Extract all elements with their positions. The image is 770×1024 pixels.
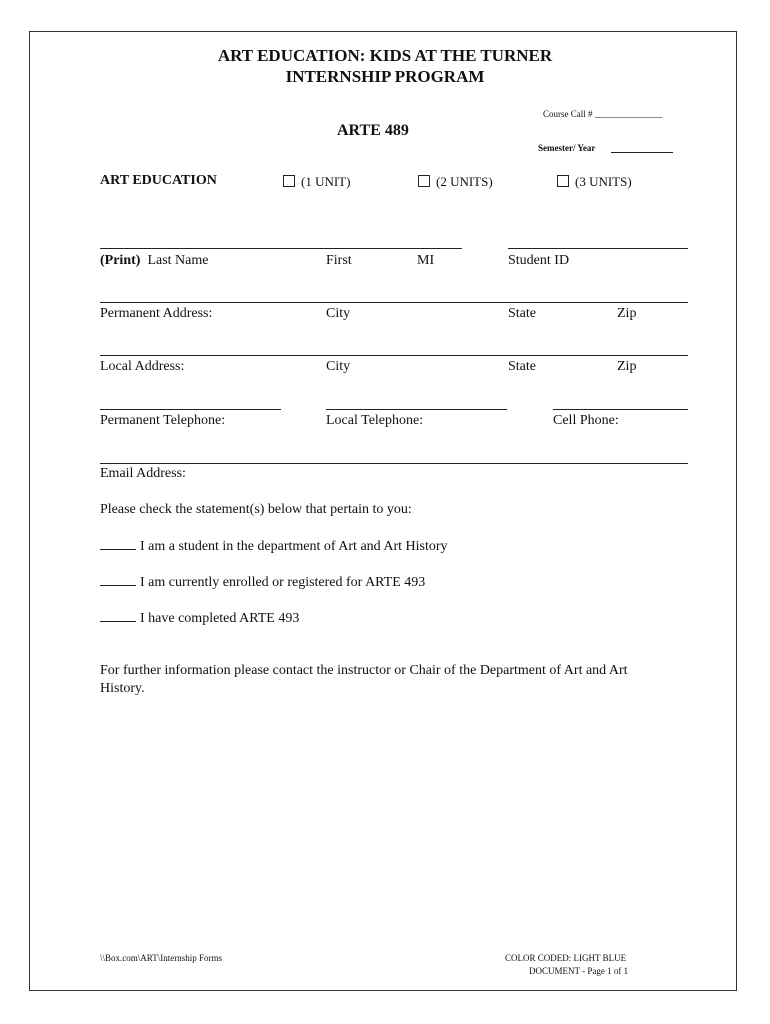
course-call-label: Course Call # _______________	[543, 109, 663, 119]
permanent-telephone-label: Permanent Telephone:	[100, 413, 226, 428]
last-name-label	[100, 253, 208, 269]
print-label: (Print)	[100, 253, 141, 268]
form-title-line2: INTERNSHIP PROGRAM	[285, 67, 485, 86]
unit-option-3-label: (3 UNITS)	[575, 174, 632, 189]
email-line[interactable]	[100, 463, 688, 464]
permanent-city-label: City	[326, 306, 351, 321]
student-id-line[interactable]	[508, 248, 688, 249]
statement-item	[100, 574, 425, 591]
cell-phone-label: Cell Phone:	[553, 413, 619, 428]
footer-page-number: DOCUMENT - Page 1 of 1	[529, 966, 629, 976]
checkbox-1-unit[interactable]	[283, 175, 295, 187]
unit-option-1[interactable]	[283, 174, 350, 190]
last-name-text: Last Name	[147, 253, 209, 268]
statement-text-3: I have completed ARTE 493	[140, 611, 300, 626]
local-telephone-line[interactable]	[326, 409, 507, 410]
art-education-label: ART EDUCATION	[100, 173, 217, 188]
local-address-label: Local Address:	[100, 359, 185, 374]
permanent-address-label: Permanent Address:	[100, 306, 213, 321]
contact-line1: For further information please contact the instructor or Chair of the Department of Art and Art	[100, 663, 628, 678]
course-code: ARTE 489	[337, 122, 409, 139]
statement-blank-3[interactable]	[100, 610, 136, 622]
permanent-zip-label: Zip	[617, 306, 637, 321]
statement-text-1: I am a student in the department of Art and Art History	[140, 539, 448, 554]
cell-phone-line[interactable]	[553, 409, 688, 410]
local-telephone-label: Local Telephone:	[326, 413, 424, 428]
first-name-label: First	[326, 253, 352, 268]
local-zip-label: Zip	[617, 359, 637, 374]
footer-path: \\Box.com\ART\Internship Forms	[100, 953, 222, 963]
local-state-label: State	[508, 359, 536, 374]
statement-blank-2[interactable]	[100, 574, 136, 586]
permanent-state-label: State	[508, 306, 536, 321]
permanent-address-line[interactable]	[100, 302, 688, 303]
statement-blank-1[interactable]	[100, 538, 136, 550]
student-id-label: Student ID	[508, 253, 570, 268]
local-city-label: City	[326, 359, 351, 374]
permanent-telephone-line[interactable]	[100, 409, 281, 410]
statements-intro: Please check the statement(s) below that pertain to you:	[100, 502, 412, 517]
footer-color-coded: COLOR CODED: LIGHT BLUE	[505, 953, 627, 963]
checkbox-2-units[interactable]	[418, 175, 430, 187]
semester-year-label: Semester/ Year	[538, 143, 596, 153]
unit-option-2-label: (2 UNITS)	[436, 174, 493, 189]
semester-year-blank[interactable]	[611, 152, 673, 153]
statement-item	[100, 538, 448, 555]
mi-label: MI	[417, 253, 435, 268]
form-title-line1: ART EDUCATION: KIDS AT THE TURNER	[217, 46, 553, 65]
local-address-line[interactable]	[100, 355, 688, 356]
unit-option-2[interactable]	[418, 174, 493, 190]
unit-option-3[interactable]	[557, 174, 632, 190]
email-label: Email Address:	[100, 466, 186, 481]
statement-item	[100, 610, 299, 627]
contact-line2: History.	[100, 681, 145, 696]
statement-text-2: I am currently enrolled or registered for ARTE 493	[140, 575, 426, 590]
unit-option-1-label: (1 UNIT)	[301, 174, 351, 189]
name-line[interactable]	[100, 248, 462, 249]
checkbox-3-units[interactable]	[557, 175, 569, 187]
